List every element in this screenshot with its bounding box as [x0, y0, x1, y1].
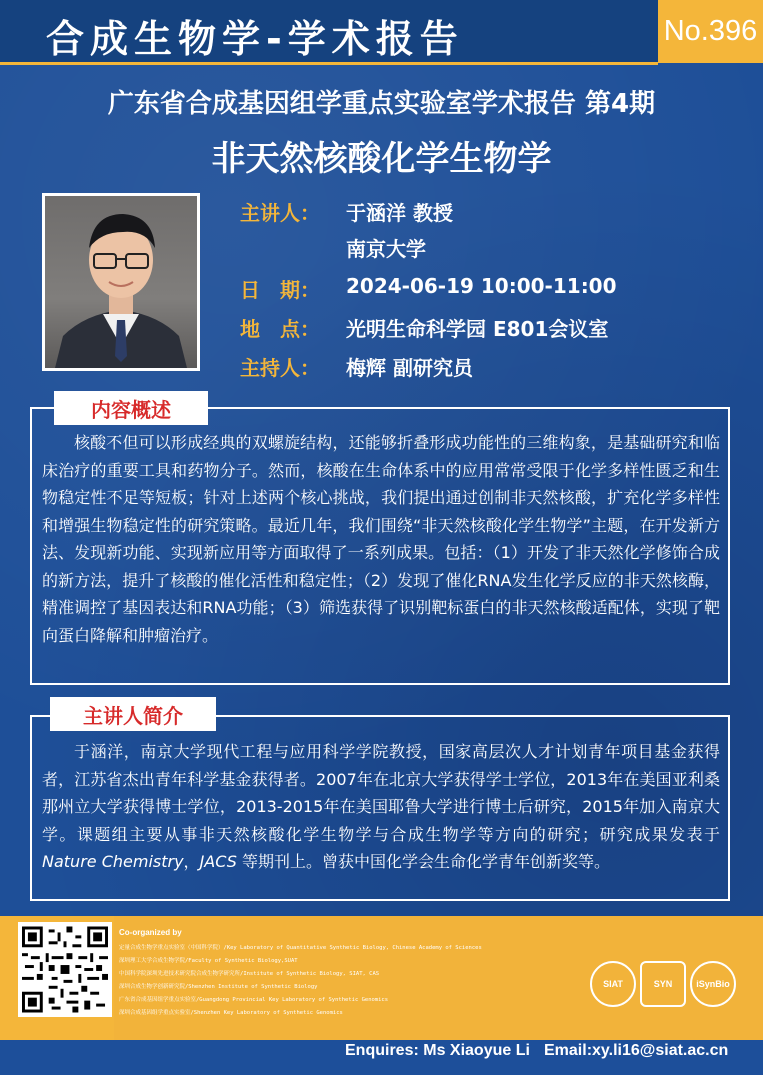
- bio-text-end: 等期刊上。曾获中国化学会生命化学青年创新奖等。: [236, 852, 610, 871]
- organizer-line: 广东省合成基因组学重点实验室/Guangdong Provincial Key Laboratory of Synthetic Genomics: [119, 997, 389, 1003]
- siat-logo: SIAT: [590, 961, 636, 1007]
- abstract-text: 核酸不但可以形成经典的双螺旋结构，还能够折叠形成功能性的三维构象，是基础研究和临床治疗的重要工具和药物分子。然而，核酸在生命体系中的应用常常受限于化学多样性匮乏和生物稳定性不足等短板；针对上述两个核心挑战，我们提出通过创制非天然核酸，扩充化学多样性和增强生物稳定性的研究策略。最近几年，我们围绕“非天然核酸化学生物学”主题，在开发新方法、发现新功能、实现新应用等方面取得了一系列成果。包括：（1）开发了非天然化学修饰合成的新方法，提升了核酸的催化活性和稳定性；（2）发现了催化RNA发生化学反应的非天然核酶，精准调控了基因表达和RNA功能；（3）筛选获得了识别靶标蛋白的非天然核酸适配体，实现了靶向蛋白降解和肿瘤治疗。: [42, 433, 720, 645]
- enquiry-contact: Enquires: Ms Xiaoyue Li: [345, 1042, 530, 1059]
- location-label: 地 点：: [240, 317, 320, 341]
- isynbio-logo: iSynBio: [690, 961, 736, 1007]
- bio-border-right: [216, 715, 730, 717]
- bio-journal-separator: ，: [183, 852, 200, 871]
- bio-journal-nature-chemistry: Nature Chemistry: [42, 852, 184, 871]
- qr-code[interactable]: [18, 922, 112, 1017]
- qr-code-icon: [22, 926, 108, 1013]
- synthetic-biology-logo: SYN: [640, 961, 686, 1007]
- issue-badge: No.396: [658, 0, 763, 63]
- subtitle: 广东省合成基因组学重点实验室学术报告 第4期: [107, 89, 656, 119]
- abstract-heading: 内容概述: [54, 391, 208, 425]
- series-title: 合成生物学-学术报告: [46, 17, 464, 61]
- enquiry-email[interactable]: Email:xy.li16@siat.ac.cn: [544, 1042, 729, 1059]
- bio-text-main: 于涵洋，南京大学现代工程与应用科学学院教授，国家高层次人才计划青年项目基金获得者，江苏省杰出青年科学基金获得者。2007年在北京大学获得学士学位，2013年在美国亚利桑那州立大学获得博士学位，2013-2015年在美国耶鲁大学进行博士后研究，2015年加入南京大学。课题组主要从事非天然核酸化学生物学与合成生物学等方向的研究；研究成果发表于: [42, 742, 720, 844]
- date-value: 2024-06-19 10:00-11:00: [346, 274, 617, 298]
- bio-heading: 主讲人简介: [50, 697, 216, 731]
- speaker-portrait-image: [45, 196, 197, 368]
- talk-title: 非天然核酸化学生物学: [211, 139, 552, 179]
- abstract-border-right: [208, 407, 730, 409]
- co-organized-title: Co-organized by: [119, 928, 182, 937]
- organizer-line: 深圳合成生物学创新研究院/Shenzhen Institute of Synthetic Biology: [119, 984, 318, 990]
- date-label: 日 期：: [240, 278, 320, 302]
- organizer-line: 定量合成生物学重点实验室（中国科学院）/Key Laboratory of Quantitative Synthetic Biology, Chinese Academy of Sciences: [119, 945, 482, 951]
- speaker-name: 于涵洋 教授: [346, 201, 453, 225]
- speaker-affiliation: 南京大学: [346, 237, 426, 261]
- header-divider: [0, 62, 658, 65]
- organizer-line: 深圳理工大学合成生物学院/Faculty of Synthetic Biology,SUAT: [119, 958, 298, 964]
- organizer-line: 深圳合成基因组学重点实验室/Shenzhen Key Laboratory of Synthetic Genomics: [119, 1010, 343, 1016]
- bio-journal-jacs: JACS: [199, 852, 237, 871]
- organizer-line: 中国科学院深圳先进技术研究院合成生物学研究所/Institute of Synthetic Biology, SIAT, CAS: [119, 971, 380, 977]
- speaker-label: 主讲人：: [240, 201, 320, 225]
- location-value: 光明生命科学园 E801会议室: [346, 317, 609, 341]
- host-value: 梅辉 副研究员: [346, 356, 473, 380]
- host-label: 主持人：: [240, 356, 320, 380]
- bio-text: [42, 738, 720, 876]
- speaker-photo: [42, 193, 200, 371]
